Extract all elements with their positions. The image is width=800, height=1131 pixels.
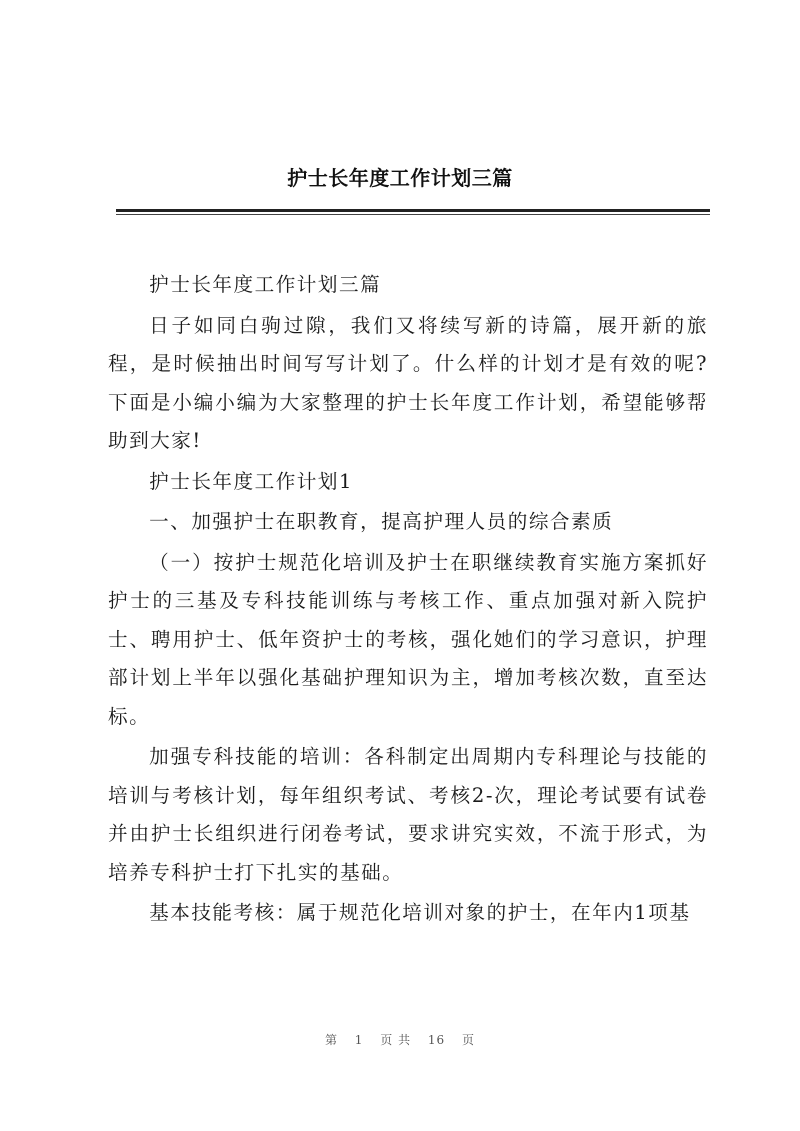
footer-current-page: 1 xyxy=(354,1033,364,1047)
footer-label-page: 第 xyxy=(324,1033,338,1047)
footer-label-of: 页 共 xyxy=(380,1033,412,1047)
title-divider xyxy=(116,209,710,212)
footer-total-pages: 16 xyxy=(427,1033,446,1047)
paragraph-subtitle: 护士长年度工作计划三篇 xyxy=(149,273,382,296)
paragraph-section-heading: 一、加强护士在职教育，提高护理人员的综合素质 xyxy=(149,510,614,533)
paragraph-plan-heading: 护士长年度工作计划1 xyxy=(149,469,353,493)
paragraph-intro: 日子如同白驹过隙，我们又将续写新的诗篇，展开新的旅程，是时候抽出时间写写计划了。什么样的计划才是有效的呢?下面是小编小编为大家整理的护士长年度工作计划，希望能够帮助到大家! xyxy=(108,313,708,452)
paragraph-specialty-training: 加强专科技能的培训：各科制定出周期内专科理论与技能的培训与考核计划，每年组织考试、考核2-次，理论考试要有试卷并由护士长组织进行闭卷考试，要求讲究实效，不流于形式，为培养专科护士打下扎实的基础。 xyxy=(108,745,708,884)
page-footer xyxy=(0,1031,800,1048)
document-body xyxy=(108,266,708,935)
document-title: 护士长年度工作计划三篇 xyxy=(287,166,513,190)
title-divider-thin xyxy=(116,214,710,215)
footer-label-end: 页 xyxy=(462,1033,476,1047)
paragraph-basic-skills: 基本技能考核：属于规范化培训对象的护士，在年内1项基 xyxy=(149,901,691,924)
paragraph-item-one: （一）按护士规范化培训及护士在职继续教育实施方案抓好护士的三基及专科技能训练与考核工作、重点加强对新入院护士、聘用护士、低年资护士的考核，强化她们的学习意识，护理部计划上半年以强化基础护理知识为主，增加考核次数，直至达标。 xyxy=(108,550,708,728)
